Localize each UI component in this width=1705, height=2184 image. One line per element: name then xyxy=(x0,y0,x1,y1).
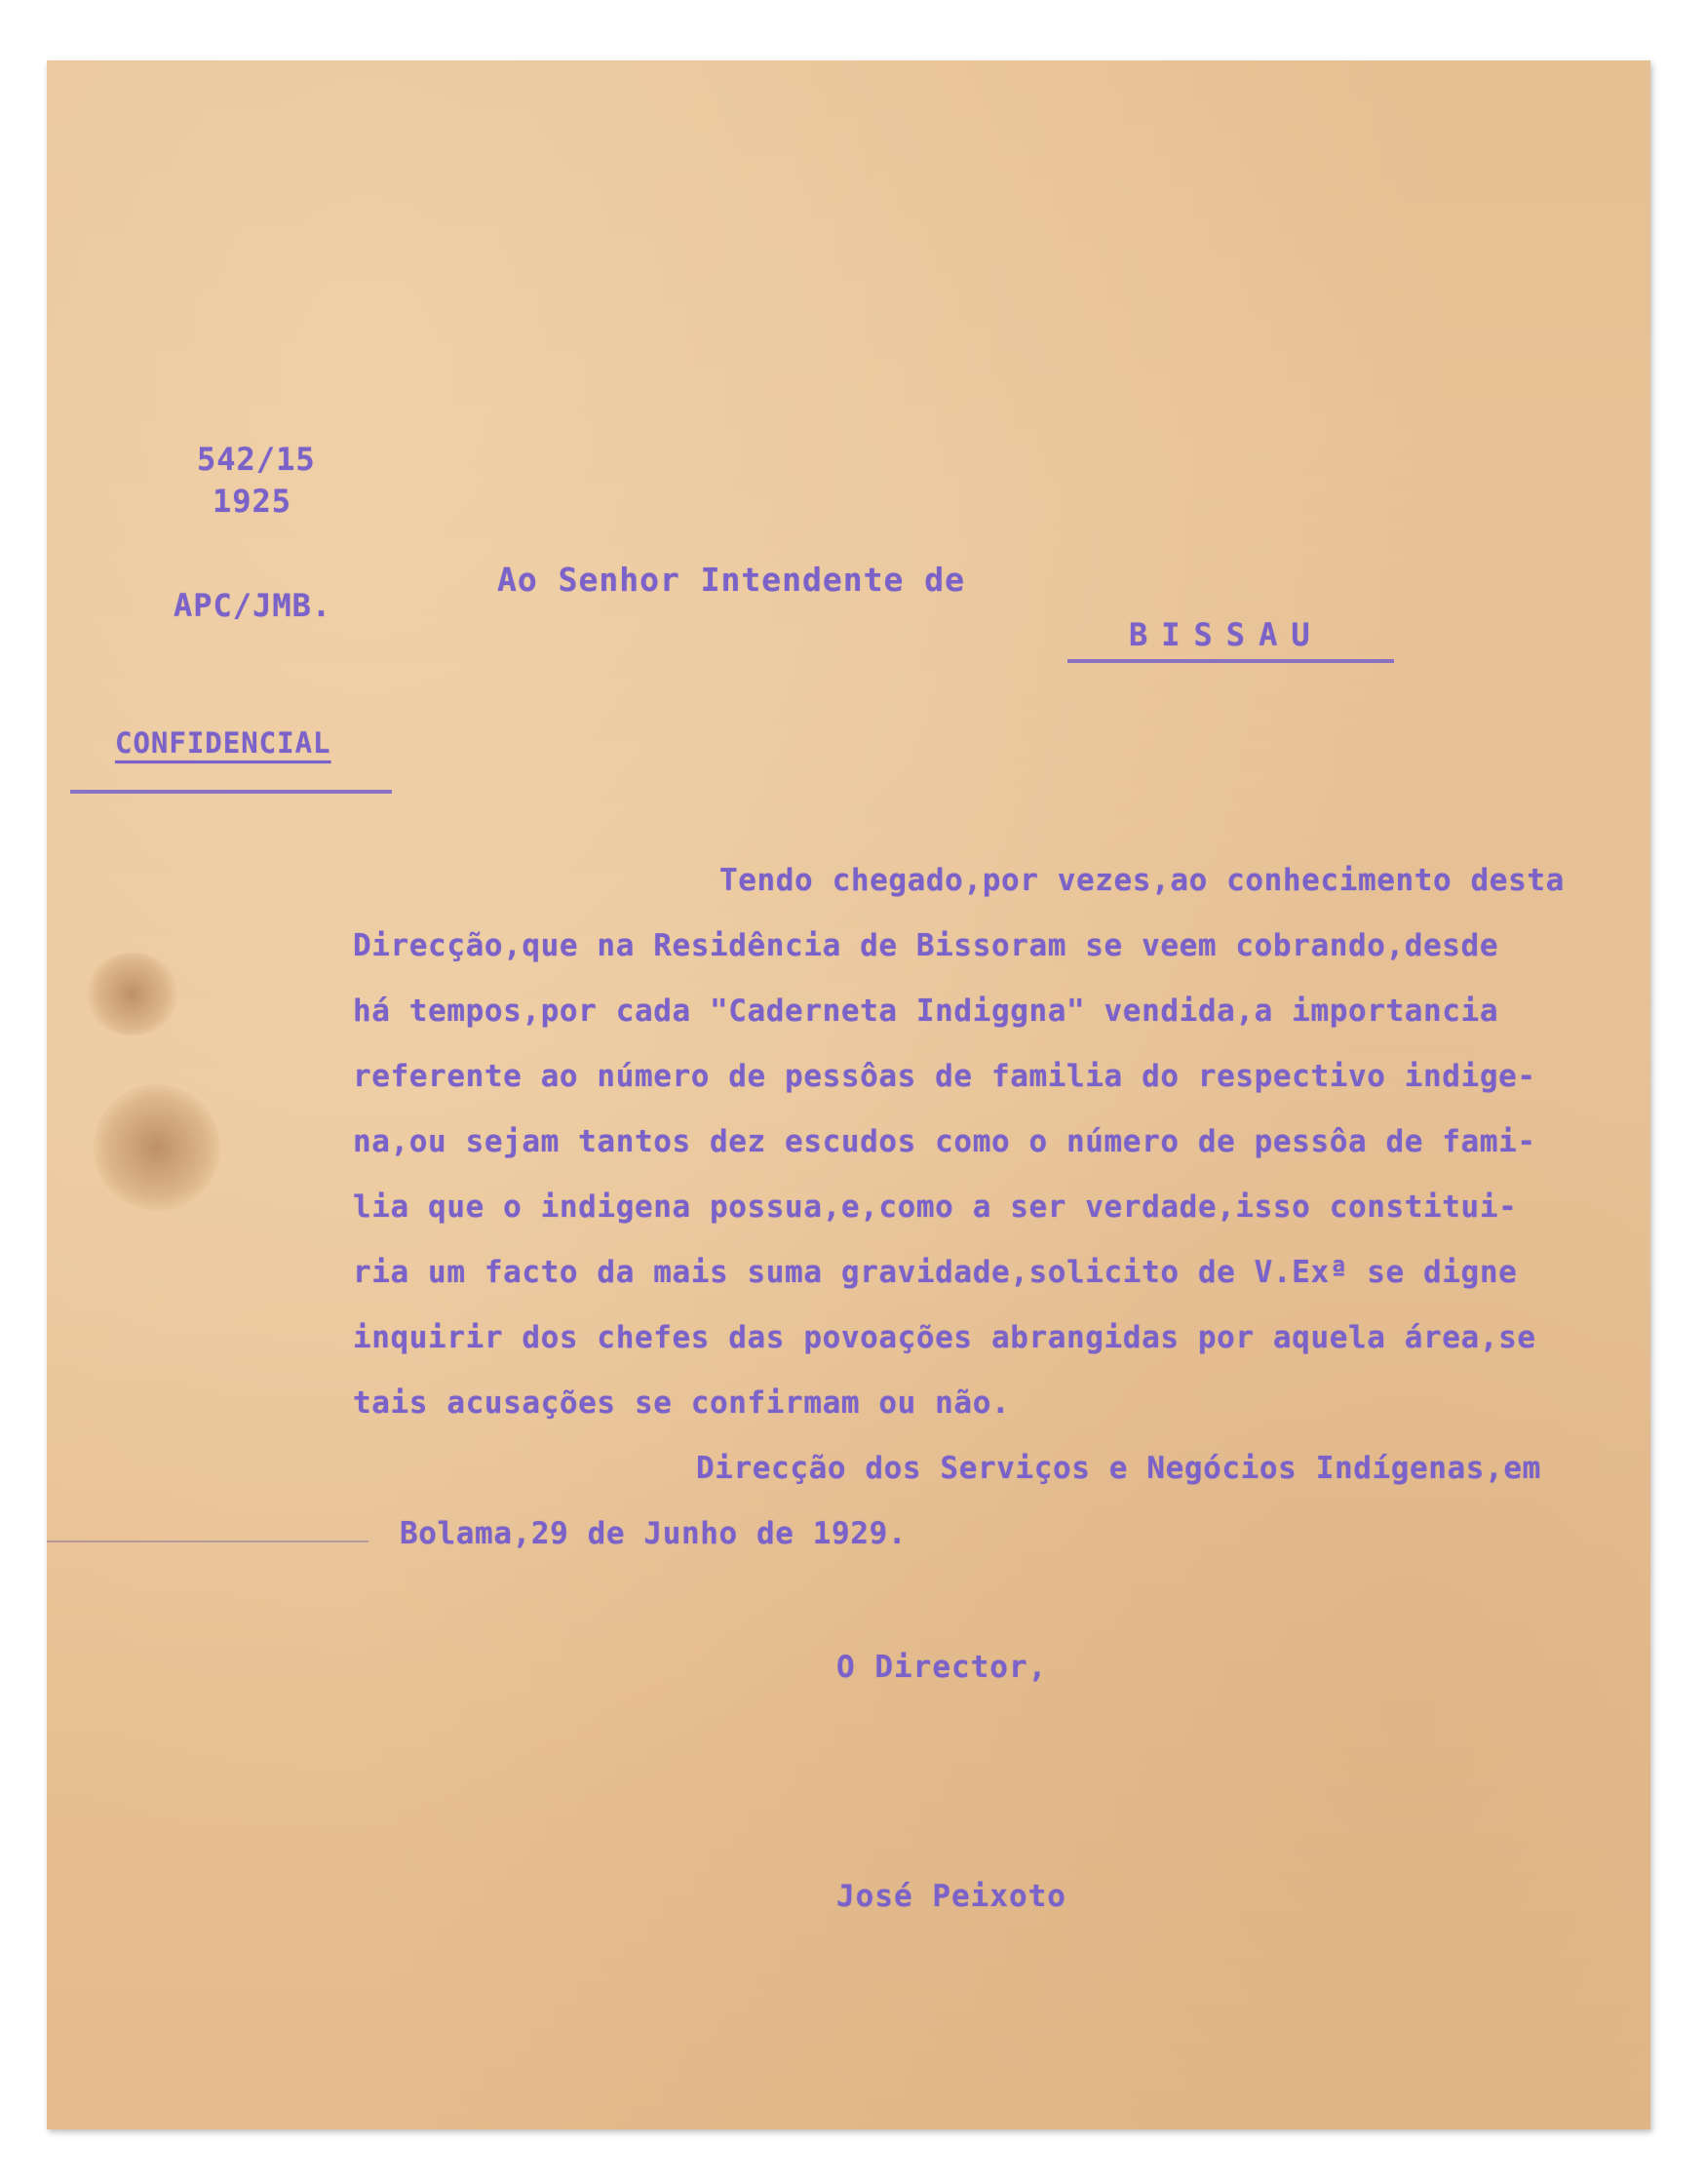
classification-underline xyxy=(70,790,392,794)
reference-year: 1925 xyxy=(213,483,292,520)
paper-stain xyxy=(94,1084,220,1211)
closing-date: Bolama,29 de Junho de 1929. xyxy=(400,1516,908,1551)
addressee-line: Ao Senhor Intendente de xyxy=(497,561,965,599)
letter-page xyxy=(47,60,1650,2129)
body-line: tais acusações se confirmam ou não. xyxy=(353,1385,1011,1421)
body-line: Tendo chegado,por vezes,ao conhecimento desta xyxy=(719,863,1565,898)
body-line: inquirir dos chefes das povoações abrangidas por aquela área,se xyxy=(353,1320,1536,1355)
city-underline xyxy=(1067,659,1394,663)
closing-line: Direcção dos Serviços e Negócios Indígenas,em xyxy=(696,1451,1541,1486)
reference-number: 542/15 xyxy=(197,441,316,478)
signature-title: O Director, xyxy=(836,1650,1048,1685)
body-line: lia que o indigena possua,e,como a ser verdade,isso constitui- xyxy=(353,1190,1518,1225)
signature-name: José Peixoto xyxy=(836,1879,1066,1914)
paper-stain xyxy=(86,953,178,1035)
margin-line xyxy=(47,1540,368,1542)
body-line: referente ao número de pessôas de familia do respectivo indige- xyxy=(353,1059,1536,1094)
body-line: Direcção,que na Residência de Bissoram se veem cobrando,desde xyxy=(353,928,1499,963)
reference-initials: APC/JMB. xyxy=(174,587,332,624)
body-line: na,ou sejam tantos dez escudos como o número de pessôa de fami- xyxy=(353,1124,1536,1159)
classification-label: CONFIDENCIAL xyxy=(115,726,331,760)
body-line: há tempos,por cada "Caderneta Indiggna" vendida,a importancia xyxy=(353,994,1499,1029)
addressee-city: BISSAU xyxy=(1129,616,1324,653)
body-line: ria um facto da mais suma gravidade,solicito de V.Exª se digne xyxy=(353,1255,1518,1290)
